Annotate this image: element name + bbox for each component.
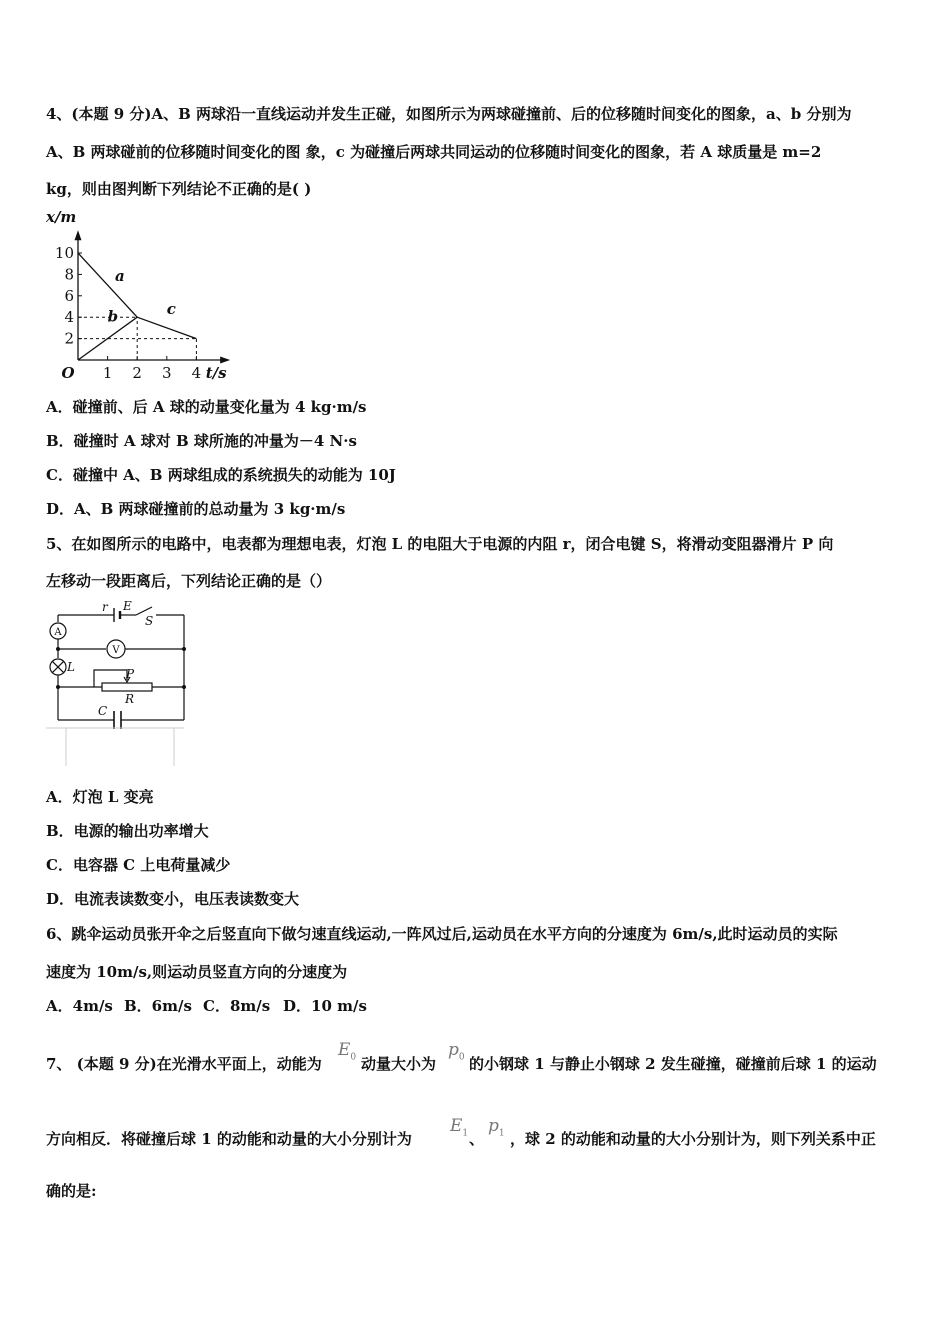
series-label-b: b	[107, 307, 119, 326]
q4-option-c: C．碰撞中 A、B 两球组成的系统损失的动能为 10J	[46, 466, 396, 484]
q6-line-2: 速度为 10m/s,则运动员竖直方向的分速度为	[46, 963, 348, 981]
y-axis-arrow	[75, 230, 82, 240]
q7-line-1-a: 7、 (本题 9 分)在光滑水平面上，动能为	[46, 1055, 322, 1073]
q4-option-a: A．碰撞前、后 A 球的动量变化量为 4 kg·m/s	[46, 398, 367, 416]
q6-line-1: 6、跳伞运动员张开伞之后竖直向下做匀速直线运动,一阵风过后,运动员在水平方向的分速度为 6m/s,此时运动员的实际	[46, 925, 838, 943]
label-e: E	[123, 600, 132, 613]
q4-line-3: kg，则由图判断下列结论不正确的是( )	[46, 180, 312, 198]
series-label-c: c	[166, 299, 176, 318]
label-r: r	[102, 600, 108, 614]
x-axis-arrow	[220, 357, 230, 364]
x-axis-label: t/s	[205, 364, 227, 382]
q7-line-2-c: ，球 2 的动能和动量的大小分别计为，则下列关系中正	[510, 1130, 876, 1148]
q4-option-d: D．A、B 两球碰撞前的总动量为 3 kg·m/s	[46, 500, 346, 518]
x-tick-label-2: 3	[162, 364, 172, 382]
q6-option-d: D．10 m/s	[283, 997, 367, 1015]
symbol-p0: $p_0$	[448, 1040, 465, 1063]
label-p: P	[126, 667, 135, 681]
symbol-e1: $E_1$	[450, 1116, 469, 1139]
q5-line-1: 5、在如图所示的电路中，电表都为理想电表，灯泡 L 的电阻大于电源的内阻 r，闭合电键 S，将滑动变阻器滑片 P 向	[46, 535, 834, 553]
series-line-c	[137, 317, 196, 338]
x-tick-label-0: 1	[102, 364, 113, 382]
symbol-p1: $p_1$	[488, 1116, 505, 1139]
q7-line-1-b: 动量大小为	[361, 1055, 437, 1073]
q6-option-b: B．6m/s	[124, 997, 192, 1015]
q7-line-2-b: 、	[469, 1130, 485, 1148]
q7-line-1-c: 的小钢球 1 与静止小钢球 2 发生碰撞，碰撞前后球 1 的运动	[469, 1055, 877, 1073]
q7-line-3: 确的是:	[46, 1182, 97, 1200]
origin-label: O	[61, 364, 75, 382]
q6-option-a: A．4m/s	[46, 997, 113, 1015]
q5-option-d: D．电流表读数变小，电压表读数变大	[46, 890, 300, 908]
symbol-e0: $E_0$	[338, 1040, 357, 1063]
ammeter-icon: A	[54, 627, 62, 638]
q6-option-c: C．8m/s	[203, 997, 271, 1015]
label-s: S	[145, 614, 154, 628]
label-l: L	[67, 660, 75, 674]
label-r-resistor: R	[125, 692, 135, 706]
y-tick-label-1: 4	[64, 308, 74, 327]
q4-line-1: 4、(本题 9 分)A、B 两球沿一直线运动并发生正碰，如图所示为两球碰撞前、后的位移随时间变化的图象，a、b 分别为	[46, 105, 852, 123]
series-label-a: a	[115, 266, 125, 285]
x-tick-label-3: 4	[191, 364, 202, 382]
q5-option-c: C．电容器 C 上电荷量减少	[46, 856, 231, 874]
q7-line-2-a: 方向相反．将碰撞后球 1 的动能和动量的大小分别计为	[46, 1130, 412, 1148]
y-tick-label-3: 8	[64, 265, 74, 284]
y-tick-label-4: 10	[54, 244, 74, 262]
q4-line-2: A、B 两球碰前的位移随时间变化的图 象，c 为碰撞后两球共同运动的位移随时间变化的图象，若 A 球质量是 m=2	[46, 143, 822, 161]
q5-option-b: B．电源的输出功率增大	[46, 822, 209, 840]
displacement-time-chart	[42, 205, 242, 385]
q5-line-2: 左移动一段距离后，下列结论正确的是（）	[46, 572, 332, 590]
y-tick-label-0: 2	[64, 329, 74, 348]
q4-option-b: B．碰撞时 A 球对 B 球所施的冲量为－4 N·s	[46, 432, 357, 450]
circuit-diagram	[44, 600, 189, 770]
voltmeter-icon: V	[112, 645, 120, 656]
q5-option-a: A．灯泡 L 变亮	[46, 788, 154, 806]
x-tick-label-1: 2	[132, 364, 142, 382]
y-tick-label-2: 6	[64, 286, 74, 305]
y-axis-label: x/m	[46, 208, 77, 226]
label-c: C	[98, 704, 108, 718]
